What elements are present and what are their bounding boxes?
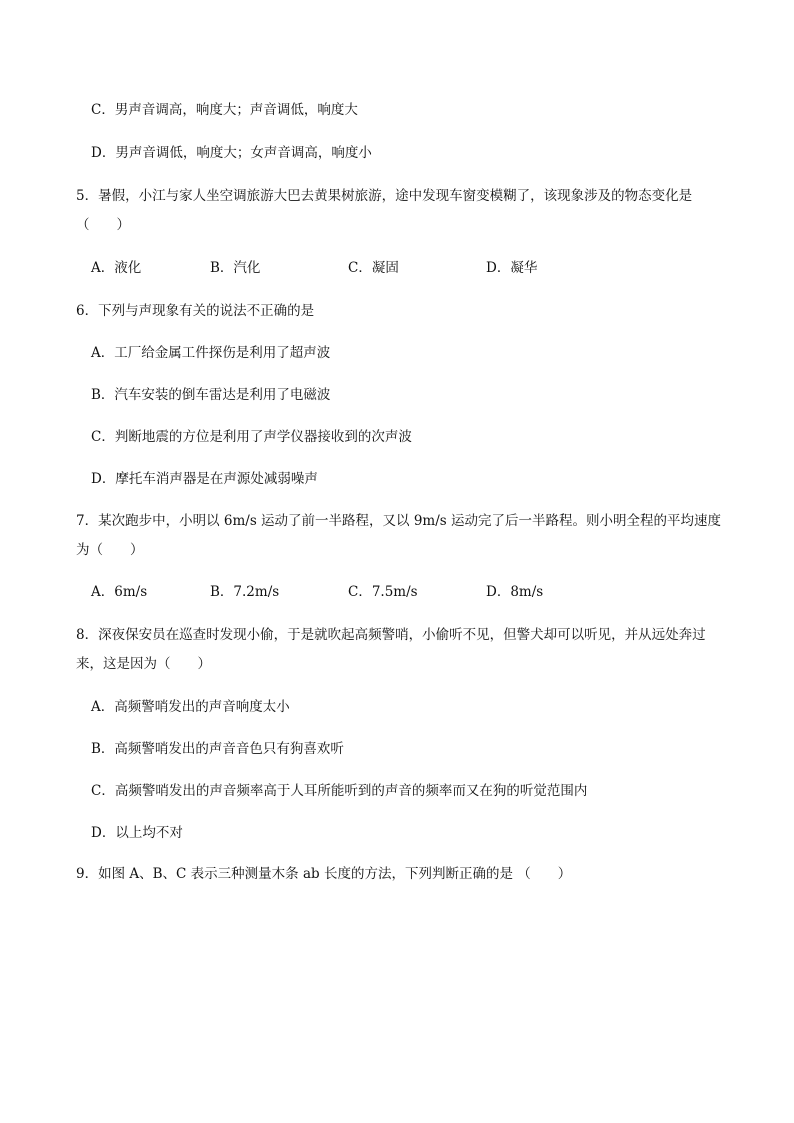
q5-option-a: A．液化: [91, 260, 142, 276]
q8-stem-line2: 来，这是因为（ ）: [76, 656, 211, 672]
q6-option-c: C．判断地震的方位是利用了声学仪器接收到的次声波: [91, 429, 412, 445]
q8-option-d: D．以上均不对: [91, 825, 183, 841]
q5-option-c: C．凝固: [348, 260, 399, 276]
q6-option-a: A．工厂给金属工件探伤是利用了超声波: [91, 345, 331, 361]
q8-stem-line1: 8．深夜保安员在巡查时发现小偷，于是就吹起高频警哨，小偷听不见，但警犬却可以听见，并从远处奔过: [76, 627, 706, 643]
q7-option-d: D．8m/s: [486, 584, 544, 600]
q7-stem-line2: 为（ ）: [76, 542, 144, 558]
q8-option-c: C．高频警哨发出的声音频率高于人耳所能听到的声音的频率而又在狗的听觉范围内: [91, 783, 588, 799]
q5-option-d: D．凝华: [486, 260, 538, 276]
q6-option-b: B．汽车安装的倒车雷达是利用了电磁波: [91, 387, 331, 403]
q6-option-d: D．摩托车消声器是在声源处减弱噪声: [91, 471, 318, 487]
q6-stem: 6．下列与声现象有关的说法不正确的是: [76, 303, 315, 319]
q5-stem-line1: 5．暑假，小江与家人坐空调旅游大巴去黄果树旅游，途中发现车窗变模糊了，该现象涉及的物态变化是: [76, 188, 693, 204]
q5-stem-line2: （ ）: [76, 217, 130, 233]
q7-option-b: B．7.2m/s: [210, 584, 280, 600]
q7-option-a: A．6m/s: [91, 584, 148, 600]
q7-stem-line1: 7．某次跑步中，小明以 6m/s 运动了前一半路程，又以 9m/s 运动完了后一半路程。则小明全程的平均速度: [76, 513, 721, 529]
q8-option-b: B．高频警哨发出的声音音色只有狗喜欢听: [91, 741, 344, 757]
q8-option-a: A．高频警哨发出的声音响度太小: [91, 699, 290, 715]
q7-option-c: C．7.5m/s: [348, 584, 418, 600]
q4-option-d: D．男声音调低，响度大；女声音调高，响度小: [91, 145, 372, 161]
q5-option-b: B．汽化: [210, 260, 261, 276]
q4-option-c: C．男声音调高，响度大；声音调低，响度大: [91, 102, 358, 118]
q9-stem: 9．如图 A、B、C 表示三种测量木条 ab 长度的方法，下列判断正确的是 （ ）: [76, 866, 572, 882]
